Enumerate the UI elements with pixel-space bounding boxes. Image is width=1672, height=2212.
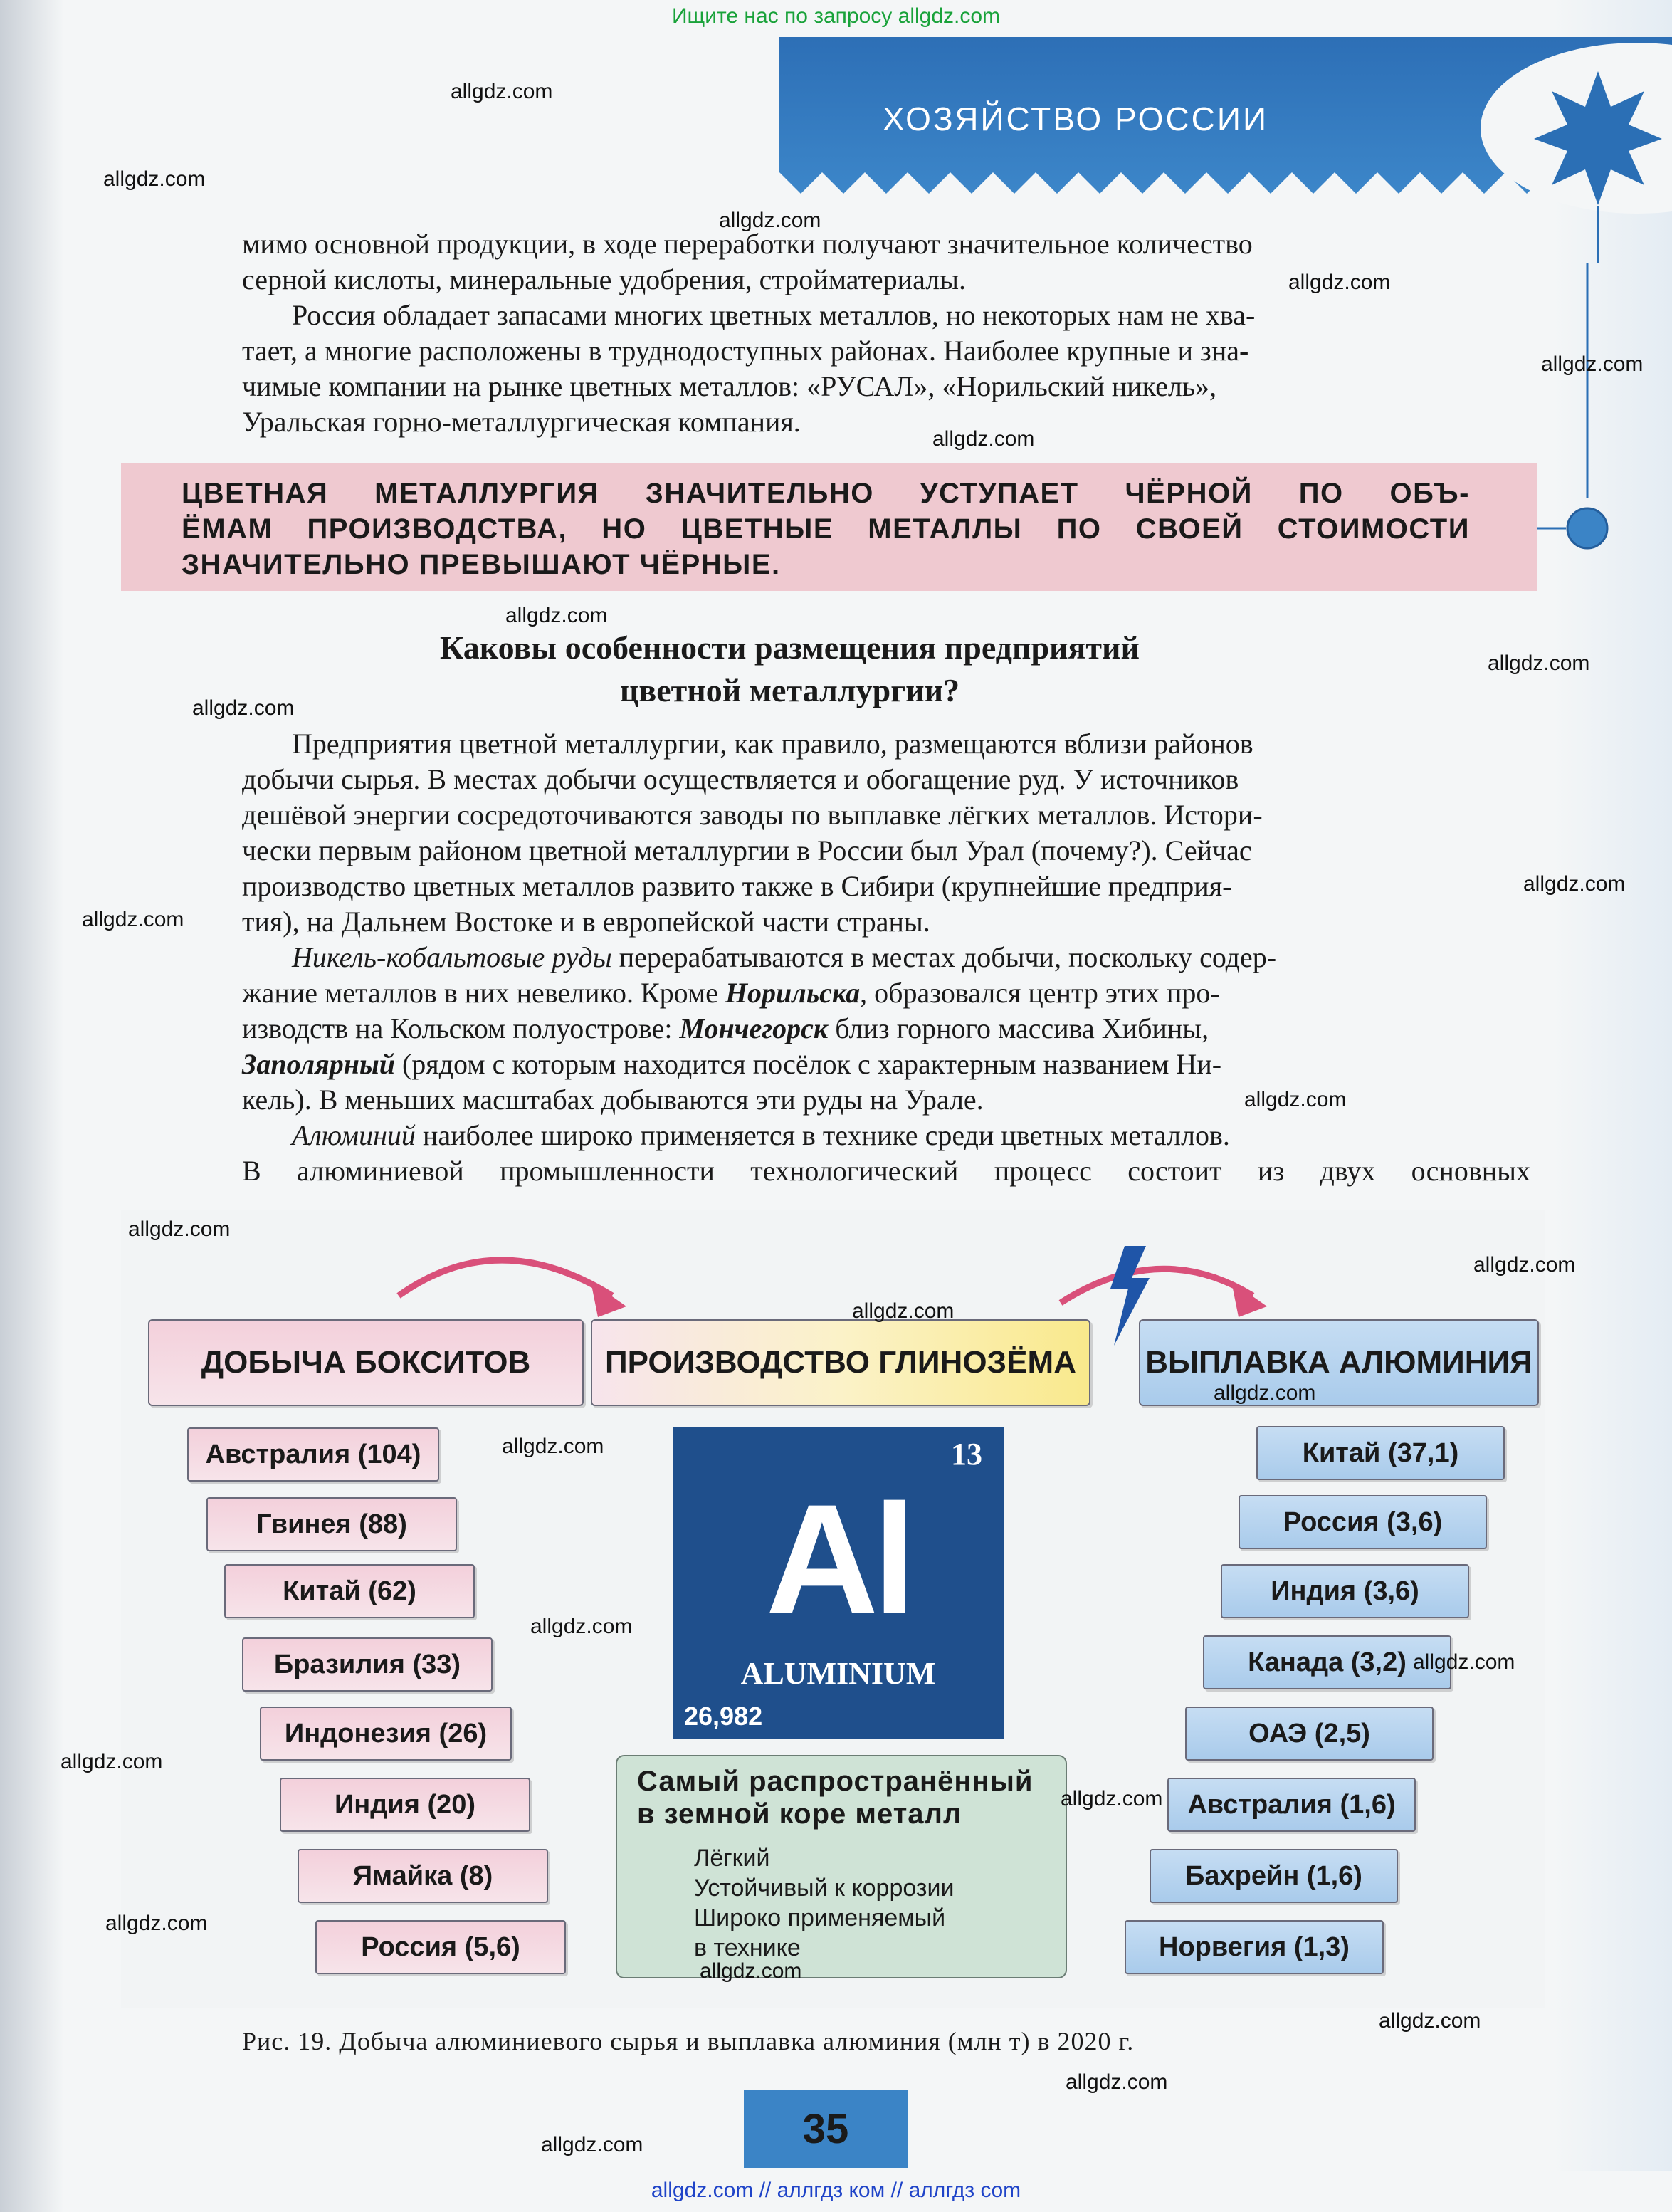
stage-bauxite-mining: ДОБЫЧА БОКСИТОВ xyxy=(148,1319,584,1406)
bauxite-item: Австралия (104) xyxy=(187,1427,439,1482)
text-line: мимо основной продукции, в ходе переработки получают значительное количество xyxy=(242,228,1253,260)
bauxite-item: Индонезия (26) xyxy=(260,1707,512,1761)
watermark[interactable]: allgdz.com xyxy=(1473,1253,1576,1277)
fact-item: в технике xyxy=(694,1934,801,1961)
text-span: перерабатываются в местах добычи, поскольку содер- xyxy=(611,941,1277,973)
watermark[interactable]: allgdz.com xyxy=(1379,2009,1481,2033)
watermark[interactable]: allgdz.com xyxy=(1244,1088,1347,1111)
element-name: ALUMINIUM xyxy=(740,1656,936,1691)
watermark[interactable]: allgdz.com xyxy=(1066,2070,1168,2094)
watermark[interactable]: allgdz.com xyxy=(1541,352,1644,376)
smelting-item: ОАЭ (2,5) xyxy=(1185,1707,1434,1761)
term-italic: Алюминий xyxy=(292,1119,416,1151)
fact-item: Устойчивый к коррозии xyxy=(694,1875,955,1902)
element-tile-aluminium xyxy=(673,1427,1004,1739)
text-line: чески первым районом цветной металлургии в России был Урал (почему?). Сейчас xyxy=(242,834,1252,866)
watermark[interactable]: allgdz.com xyxy=(1413,1650,1515,1674)
watermark[interactable]: allgdz.com xyxy=(128,1217,231,1241)
watermark[interactable]: allgdz.com xyxy=(1288,271,1391,294)
facts-list xyxy=(694,1843,954,1963)
bottom-banner[interactable]: allgdz.com // аллгдз ком // аллгдз com xyxy=(651,2179,1021,2202)
callout-line: ЁМАМ ПРОИЗВОДСТВА, НО ЦВЕТНЫЕ МЕТАЛЛЫ ПО СВОЕЙ СТОИМОСТИ xyxy=(182,513,1470,545)
text-line: серной кислоты, минеральные удобрения, стройматериалы. xyxy=(242,263,967,295)
text-line xyxy=(242,940,1530,975)
paragraph-location xyxy=(242,726,1530,940)
bauxite-item: Индия (20) xyxy=(280,1778,530,1832)
place-name: Заполярный xyxy=(242,1048,395,1080)
watermark[interactable]: allgdz.com xyxy=(505,604,608,627)
watermark[interactable]: allgdz.com xyxy=(502,1435,604,1458)
text-line: добычи сырья. В местах добычи осуществляется и обогащение руд. У источников xyxy=(242,763,1239,795)
watermark[interactable]: allgdz.com xyxy=(61,1750,163,1773)
term-italic: Никель-кобальтовые руды xyxy=(292,941,612,973)
paragraph-resources xyxy=(242,298,1530,440)
page-number: 35 xyxy=(744,2090,908,2168)
text-line: В алюминиевой промышленности технологический процесс состоит из двух основных xyxy=(242,1155,1530,1187)
smelting-item: Бахрейн (1,6) xyxy=(1150,1849,1398,1903)
text-span: , образовался центр этих про- xyxy=(860,977,1220,1009)
stage-aluminium-smelting: ВЫПЛАВКА АЛЮМИНИЯ xyxy=(1139,1319,1539,1406)
smelting-item: Россия (3,6) xyxy=(1239,1495,1487,1549)
text-span: наиболее широко применяется в технике среди цветных металлов. xyxy=(415,1119,1230,1151)
top-banner[interactable]: Ищите нас по запросу allgdz.com xyxy=(671,4,1001,28)
smelting-item: Индия (3,6) xyxy=(1221,1564,1469,1618)
facts-title xyxy=(637,1765,1034,1830)
heading-line: Каковы особенности размещения предприятий xyxy=(439,629,1140,666)
atomic-mass: 26,982 xyxy=(684,1702,763,1731)
place-name: Мончегорск xyxy=(679,1012,829,1044)
smelting-item: Австралия (1,6) xyxy=(1167,1778,1416,1832)
watermark[interactable]: allgdz.com xyxy=(1523,872,1626,896)
text-line xyxy=(242,1118,1530,1153)
atomic-number: 13 xyxy=(951,1437,982,1472)
bauxite-item: Гвинея (88) xyxy=(206,1497,457,1551)
watermark[interactable]: allgdz.com xyxy=(932,427,1035,451)
watermark[interactable]: allgdz.com xyxy=(541,2133,643,2156)
watermark[interactable]: allgdz.com xyxy=(1488,651,1590,675)
watermark[interactable]: allgdz.com xyxy=(530,1615,633,1638)
watermark[interactable]: allgdz.com xyxy=(103,167,206,191)
facts-title-line: в земной коре металл xyxy=(637,1798,962,1830)
text-span: изводств на Кольском полуострове: xyxy=(242,1012,680,1044)
heading-line: цветной металлургии? xyxy=(619,672,960,708)
text-line xyxy=(242,1047,1530,1082)
watermark[interactable]: allgdz.com xyxy=(1061,1787,1163,1810)
facts-title-line: Самый распространённый xyxy=(637,1766,1034,1797)
text-span: близ горного массива Хибины, xyxy=(828,1012,1209,1044)
watermark[interactable]: allgdz.com xyxy=(852,1299,955,1323)
text-line xyxy=(242,975,1530,1011)
text-line: Предприятия цветной металлургии, как правило, размещаются вблизи районов xyxy=(292,728,1253,760)
fact-item: Лёгкий xyxy=(694,1845,770,1872)
paragraph-aluminium xyxy=(242,1118,1530,1189)
bauxite-item: Бразилия (33) xyxy=(242,1637,493,1692)
callout-line: ЗНАЧИТЕЛЬНО ПРЕВЫШАЮТ ЧЁРНЫЕ. xyxy=(182,549,781,580)
text-line: производство цветных металлов развито также в Сибири (крупнейшие предприя- xyxy=(242,870,1232,902)
aluminium-facts-box xyxy=(616,1755,1067,1978)
bauxite-item: Россия (5,6) xyxy=(315,1920,566,1974)
text-line: дешёвой энергии сосредоточиваются заводы по выплавке лёгких металлов. Истори- xyxy=(242,799,1263,831)
callout-line: ЦВЕТНАЯ МЕТАЛЛУРГИЯ ЗНАЧИТЕЛЬНО УСТУПАЕТ ЧЁРНОЙ ПО ОБЪ- xyxy=(182,478,1470,509)
smelting-item: Канада (3,2) xyxy=(1203,1635,1451,1689)
figure-caption: Рис. 19. Добыча алюминиевого сырья и выплавка алюминия (млн т) в 2020 г. xyxy=(242,2027,1135,2055)
watermark[interactable]: allgdz.com xyxy=(451,80,553,103)
watermark[interactable]: allgdz.com xyxy=(192,696,295,720)
watermark[interactable]: allgdz.com xyxy=(719,209,821,232)
text-line: чимые компании на рынке цветных металлов: «РУСАЛ», «Норильский никель», xyxy=(242,370,1217,402)
text-line: Россия обладает запасами многих цветных металлов, но некоторых нам не хва- xyxy=(292,299,1256,331)
place-name: Норильска xyxy=(725,977,861,1009)
watermark[interactable]: allgdz.com xyxy=(105,1912,208,1935)
watermark[interactable]: allgdz.com xyxy=(1214,1381,1316,1405)
callout-text xyxy=(182,476,1470,582)
text-line xyxy=(242,1011,1530,1047)
page-edge-shadow xyxy=(0,0,64,2212)
smelting-item: Китай (37,1) xyxy=(1256,1426,1505,1480)
watermark[interactable]: allgdz.com xyxy=(82,908,184,931)
bauxite-item: Ямайка (8) xyxy=(298,1849,548,1903)
fact-item: Широко применяемый xyxy=(694,1904,946,1931)
stage-alumina-production: ПРОИЗВОДСТВО ГЛИНОЗЁМА xyxy=(591,1319,1090,1406)
smelting-item: Норвегия (1,3) xyxy=(1125,1920,1384,1974)
text-line: Уральская горно-металлургическая компания. xyxy=(242,406,801,438)
bauxite-item: Китай (62) xyxy=(224,1564,475,1618)
chapter-title: ХОЗЯЙСТВО РОССИИ xyxy=(883,100,1269,137)
text-line: тия), на Дальнем Востоке и в европейской части страны. xyxy=(242,906,930,938)
text-span: (рядом с которым находится посёлок с характерным названием Ни- xyxy=(394,1048,1222,1080)
text-line: тает, а многие расположены в труднодоступных районах. Наиболее крупные и зна- xyxy=(242,335,1249,367)
text-span: жание металлов в них невелико. Кроме xyxy=(242,977,725,1009)
text-line: кель). В меньших масштабах добываются эти руды на Урале. xyxy=(242,1084,984,1116)
element-symbol: Al xyxy=(765,1472,911,1647)
watermark[interactable]: allgdz.com xyxy=(700,1959,802,1983)
